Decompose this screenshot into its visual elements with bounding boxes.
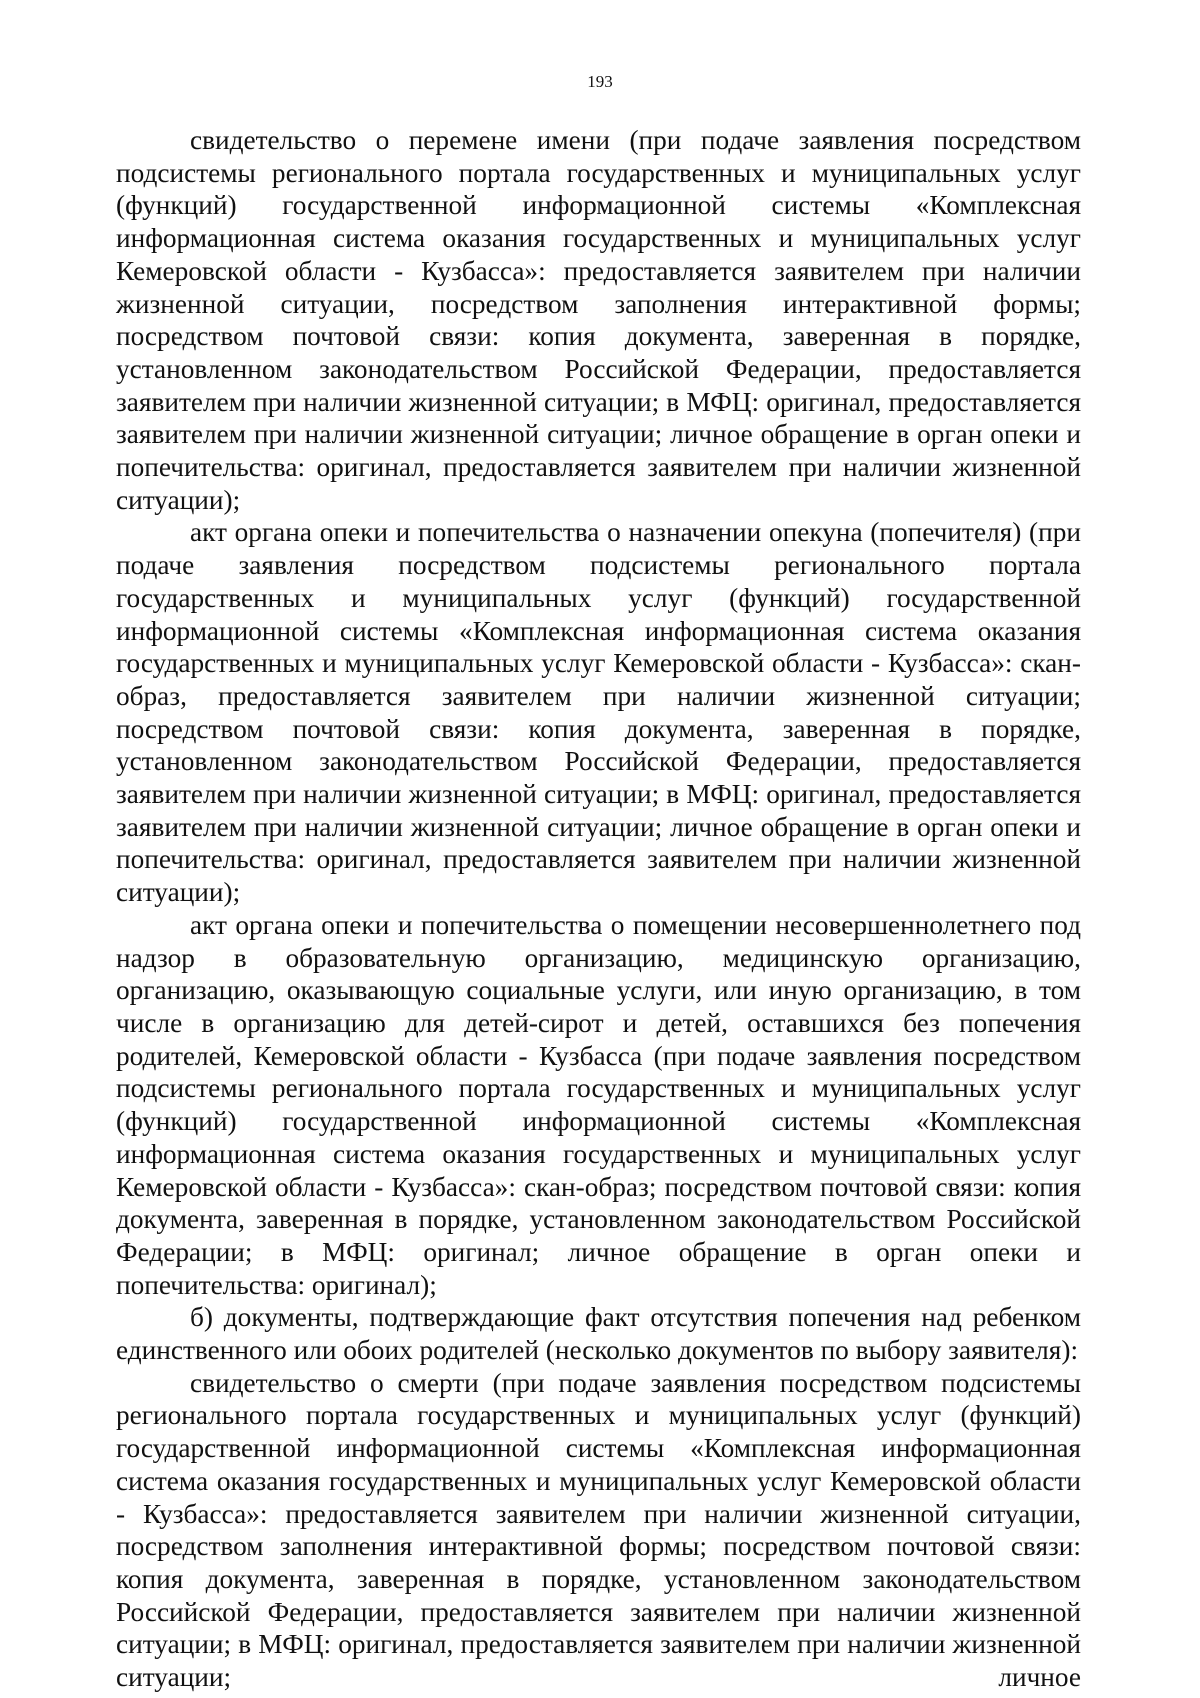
page-number: 193 bbox=[587, 72, 613, 91]
paragraph-death-certificate: свидетельство о смерти (при подаче заявления посредством подсистемы регионального портала государственных и муниципальных услуг (функций) государственной информационной системы «Комплексная информационная система оказания государственных и муниципальных услуг Кемеровской области - Кузбасса»: предоставляется заявителем при наличии жизненной ситуации, посредством заполнения интерактивной формы; посредством почтовой связи: копия документа, заверенная в порядке, установленном законодательством Российской Федерации, предоставляется заявителем при наличии жизненной ситуации; в МФЦ: оригинал, предоставляется заявителем при наличии жизненной ситуации; личное bbox=[116, 1367, 1081, 1693]
paragraph-parental-care-absence-documents: б) документы, подтверждающие факт отсутствия попечения над ребенком единственного или обоих родителей (несколько документов по выбору заявителя): bbox=[116, 1302, 1081, 1366]
paragraph-guardian-appointment-act: акт органа опеки и попечительства о назначении опекуна (попечителя) (при подаче заявления посредством подсистемы регионального портала государственных и муниципальных услуг (функций) государственной информационной системы «Комплексная информационная система оказания государственных и муниципальных услуг Кемеровской области - Кузбасса»: скан-образ, предоставляется заявителем при наличии жизненной ситуации; посредством почтовой связи: копия документа, заверенная в порядке, установленном законодательством Российской Федерации, предоставляется заявителем при наличии жизненной ситуации; в МФЦ: оригинал, предоставляется заявителем при наличии жизненной ситуации; личное обращение в орган опеки и попечительства: оригинал, предоставляется заявителем при наличии жизненной ситуации); bbox=[116, 517, 1081, 908]
paragraph-supervision-placement-act: акт органа опеки и попечительства о помещении несовершеннолетнего под надзор в образовательную организацию, медицинскую организацию, организацию, оказывающую социальные услуги, или иную организацию, в том числе в организацию для детей-сирот и детей, оставшихся без попечения родителей, Кемеровской области - Кузбасса (при подаче заявления посредством подсистемы регионального портала государственных и муниципальных услуг (функций) государственной информационной системы «Комплексная информационная система оказания государственных и муниципальных услуг Кемеровской области - Кузбасса»: скан-образ; посредством почтовой связи: копия документа, заверенная в порядке, установленном законодательством Российской Федерации; в МФЦ: оригинал; личное обращение в орган опеки и попечительства: оригинал); bbox=[116, 909, 1081, 1300]
document-body bbox=[116, 124, 1081, 1694]
paragraph-name-change-certificate: свидетельство о перемене имени (при подаче заявления посредством подсистемы регионального портала государственных и муниципальных услуг (функций) государственной информационной системы «Комплексная информационная система оказания государственных и муниципальных услуг Кемеровской области - Кузбасса»: предоставляется заявителем при наличии жизненной ситуации, посредством заполнения интерактивной формы; посредством почтовой связи: копия документа, заверенная в порядке, установленном законодательством Российской Федерации, предоставляется заявителем при наличии жизненной ситуации; в МФЦ: оригинал, предоставляется заявителем при наличии жизненной ситуации; личное обращение в орган опеки и попечительства: оригинал, предоставляется заявителем при наличии жизненной ситуации); bbox=[116, 125, 1081, 515]
